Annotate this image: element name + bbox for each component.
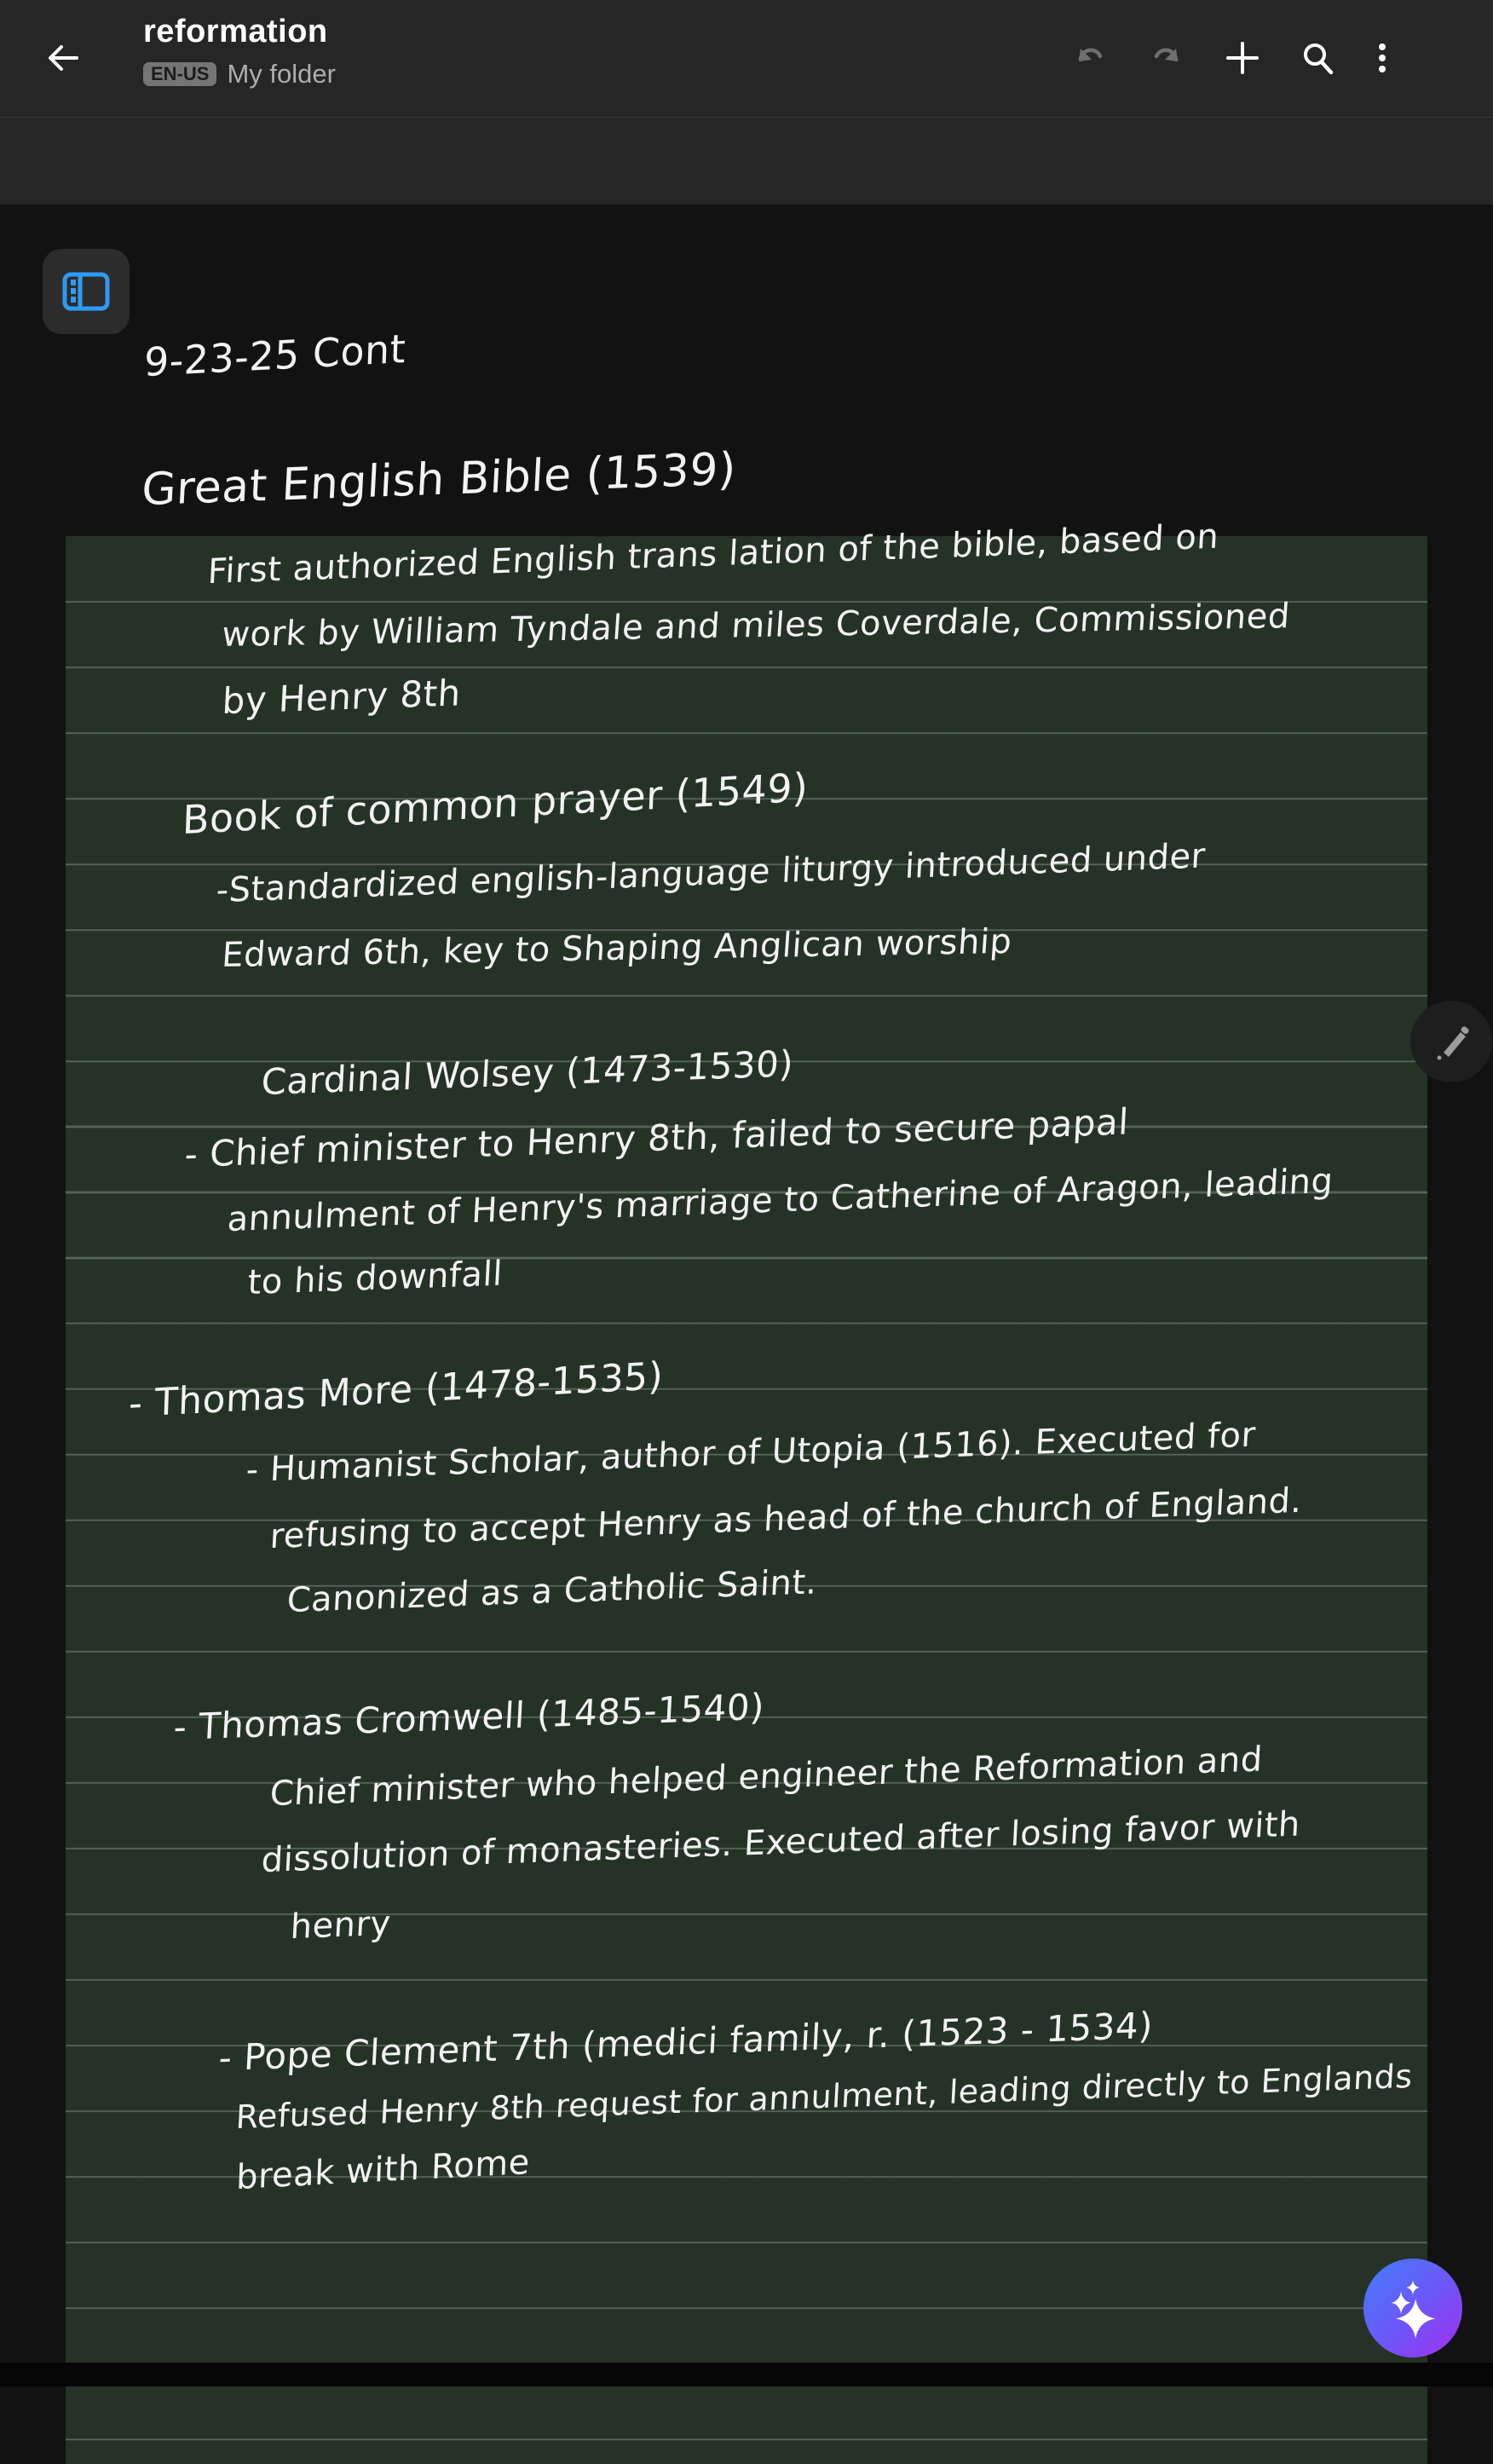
ink-line: Great English Bible (1539) (140, 443, 738, 516)
ink-line: First authorized English trans lation of the bible, based on (206, 516, 1220, 592)
redo-icon (1147, 39, 1185, 77)
note-title: reformation (143, 14, 328, 49)
note-paper-canvas[interactable] (66, 536, 1427, 2464)
bottom-gesture-area (0, 2363, 1493, 2386)
folder-name: My folder (227, 59, 336, 89)
ink-line: Chief minister who helped engineer the Reformation and (268, 1740, 1264, 1815)
ink-line: 9-23-25 Cont (143, 325, 407, 386)
app-bar (0, 0, 1493, 117)
ai-assistant-fab[interactable] (1363, 2259, 1462, 2357)
sparkles-icon (1375, 2267, 1451, 2349)
ink-line: dissolution of monasteries. Executed after losing favor with (260, 1804, 1302, 1881)
search-icon (1299, 39, 1336, 77)
undo-icon (1072, 39, 1110, 77)
ink-line: - Thomas More (1478-1535) (128, 1354, 665, 1427)
pencil-icon (1432, 1022, 1471, 1061)
ink-line: annulment of Henry's marriage to Catherine of Aragon, leading (226, 1161, 1334, 1240)
ink-line: by Henry 8th (221, 672, 463, 723)
drawing-toolbar (0, 118, 1493, 205)
overflow-menu-button[interactable] (1363, 39, 1401, 77)
ink-line: henry (289, 1903, 392, 1948)
back-button[interactable] (44, 39, 82, 77)
ink-line: -Standardized english-language liturgy introduced under (215, 836, 1207, 911)
ink-line: work by William Tyndale and miles Coverdale, Commissioned (220, 597, 1292, 655)
page-panel-toggle-button[interactable] (43, 249, 130, 334)
undo-button[interactable] (1072, 39, 1110, 77)
ink-line: - Thomas Cromwell (1485-1540) (172, 1685, 766, 1749)
ink-line: break with Rome (235, 2142, 531, 2198)
page-panel-icon (61, 271, 111, 312)
ink-line: - Chief minister to Henry 8th, failed to secure papal (183, 1100, 1130, 1176)
ink-line: to his downfall (246, 1254, 504, 1303)
ink-line: Refused Henry 8th request for annulment, leading directly to Englands (234, 2057, 1414, 2137)
ink-line: - Humanist Scholar, author of Utopia (1516). Executed for (245, 1415, 1257, 1491)
plus-icon (1224, 39, 1261, 77)
back-arrow-icon (44, 39, 82, 77)
add-page-button[interactable] (1224, 39, 1261, 77)
edit-mode-handle[interactable] (1410, 1001, 1492, 1082)
redo-button[interactable] (1147, 39, 1185, 77)
ink-line: Book of common prayer (1549) (182, 764, 810, 844)
ink-line: Edward 6th, key to Shaping Anglican worship (220, 921, 1014, 976)
title-block (143, 14, 336, 89)
ink-line: Cardinal Wolsey (1473-1530) (260, 1042, 795, 1104)
note-background (0, 205, 1493, 2386)
language-badge: EN-US (143, 62, 216, 86)
search-button[interactable] (1299, 39, 1336, 77)
kebab-menu-icon (1363, 39, 1401, 77)
ink-line: Canonized as a Catholic Saint. (285, 1562, 819, 1621)
ink-line: refusing to accept Henry as head of the church of England. (268, 1480, 1303, 1557)
ink-line: - Pope Clement 7th (medici family, r. (1523 - 1534) (217, 2004, 1155, 2080)
